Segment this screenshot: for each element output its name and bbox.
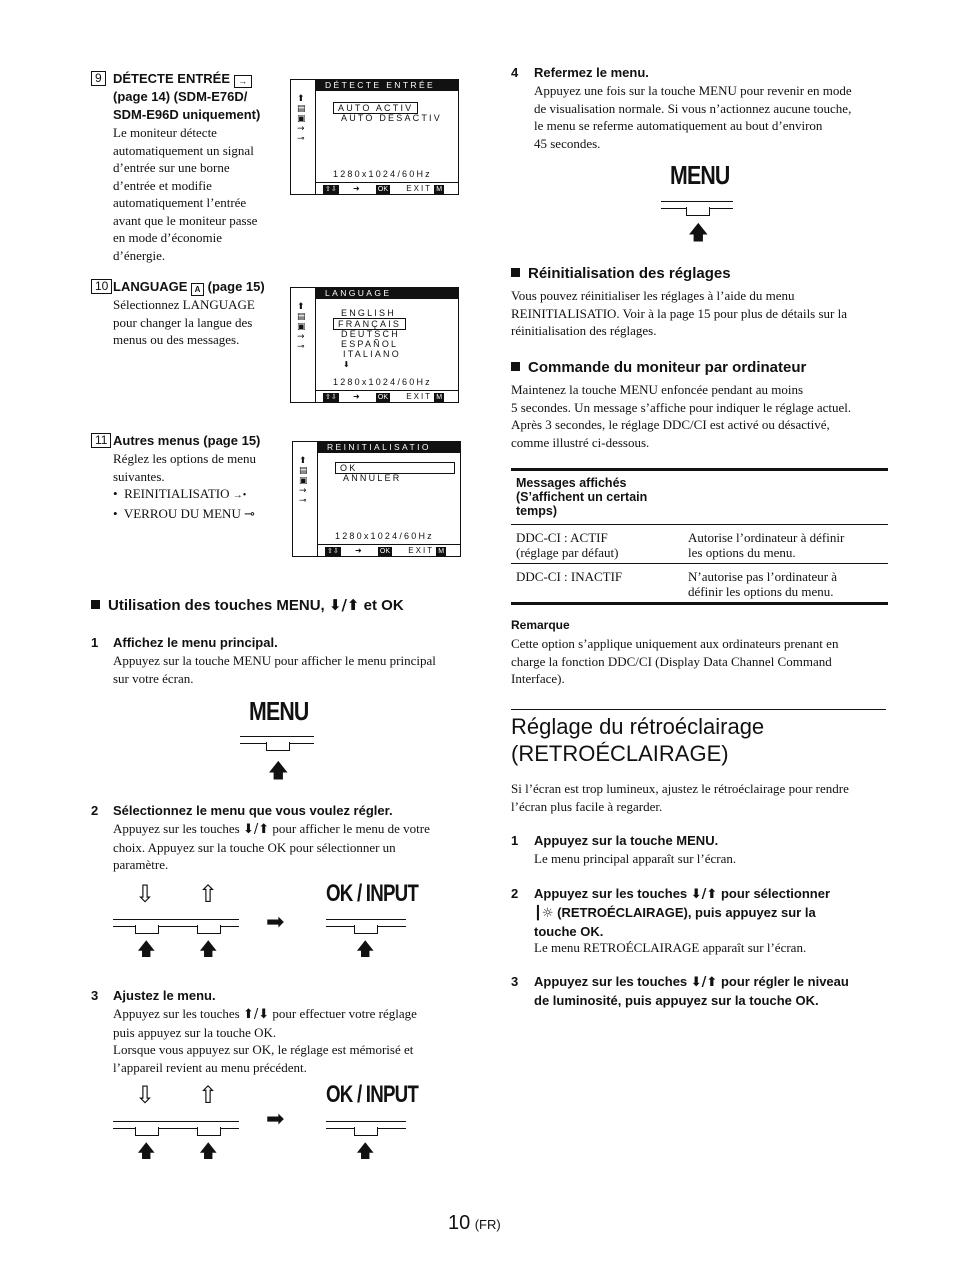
updown-key-icon: ⇧⇩ bbox=[327, 548, 339, 555]
menu-key-icon: M bbox=[436, 186, 443, 193]
language-icon: A bbox=[191, 283, 204, 296]
press-arrow-icon: 🡅 bbox=[688, 220, 709, 244]
press-arrow-icon: 🡅 bbox=[199, 1141, 218, 1162]
osd-sidebar bbox=[291, 80, 316, 194]
more-down-icon: ⬇ bbox=[343, 360, 350, 369]
down-outline-arrow-icon: ⇩ bbox=[135, 880, 156, 908]
step-title: Refermez le menu. bbox=[534, 65, 649, 80]
section-heading-reset: Réinitialisation des réglages bbox=[511, 265, 731, 282]
step-number: 2 bbox=[511, 886, 519, 901]
down-up-arrows-icon: ⬇/⬆ bbox=[690, 887, 718, 902]
osd-screen-language bbox=[290, 287, 459, 403]
osd-sidebar bbox=[291, 288, 316, 402]
ok-key-icon: OK bbox=[379, 548, 391, 555]
bullet-square-icon bbox=[91, 600, 100, 609]
table-header: Messages affichés (S’affichent un certain temps) bbox=[511, 471, 888, 525]
reset-icon: →• bbox=[232, 490, 247, 501]
table-row: DDC-CI : ACTIF (réglage par défaut) Autorise l’ordinateur à définir les options du menu. bbox=[511, 525, 888, 564]
right-arrow-icon: ➜ bbox=[354, 546, 362, 555]
menu-list-icon: ▤ bbox=[299, 466, 308, 476]
item-page-ref: (page 15) bbox=[207, 279, 265, 294]
menu-button bbox=[686, 207, 710, 216]
next-arrow-icon: ➡ bbox=[266, 910, 285, 935]
osd-option: OK bbox=[335, 462, 455, 474]
section-divider bbox=[511, 709, 886, 710]
osd-title-bar: DÉTECTE ENTRÉE bbox=[315, 80, 458, 91]
step-title: Sélectionnez le menu que vous voulez régler. bbox=[113, 803, 393, 818]
arrow-up-icon: ⬆ bbox=[299, 456, 307, 466]
up-outline-arrow-icon: ⇧ bbox=[198, 1081, 219, 1109]
osd-title-bar: REINITIALISATIO bbox=[317, 442, 460, 453]
step-body: Appuyez sur les touches ⬆/⬇ pour effectuer votre réglage puis appuyez sur la touche OK. Lorsque vous appuyez sur OK, le réglage est mémorisé et l’appareil revient au menu précédent. bbox=[113, 1006, 417, 1075]
backlight-intro: Si l’écran est trop lumineux, ajustez le rétroéclairage pour rendre l’écran plus facile à regarder. bbox=[511, 781, 849, 814]
osd-option: ENGLISH bbox=[341, 308, 396, 318]
menu-button-label: MENU bbox=[249, 696, 309, 726]
press-arrow-icon: 🡅 bbox=[199, 939, 218, 960]
key-icon: ⊸ bbox=[299, 496, 307, 506]
item-subtitle: (page 14) (SDM-E76D/ bbox=[113, 89, 248, 104]
bullet-square-icon bbox=[511, 362, 520, 371]
osd-exit: EXIT bbox=[406, 392, 433, 401]
language-icon: ▣ bbox=[297, 322, 306, 332]
step-number: 2 bbox=[91, 803, 99, 818]
item-title: Autres menus (page 15) bbox=[113, 433, 261, 448]
menu-button-label: MENU bbox=[670, 160, 730, 190]
menu-button bbox=[266, 742, 290, 751]
menu-list-icon: ▤ bbox=[297, 312, 306, 322]
section-heading-usage: Utilisation des touches MENU, ⬇/⬆ et OK bbox=[91, 596, 404, 614]
ok-key-icon: OK bbox=[377, 394, 389, 401]
note-body: Cette option s’applique uniquement aux ordinateurs prenant en charge la fonction DDC/CI (Display Data Channel Command Interface). bbox=[511, 636, 839, 686]
step-number: 4 bbox=[511, 65, 519, 80]
item-number: 9 bbox=[91, 71, 106, 86]
bullet-item: VERROU DU MENU bbox=[123, 505, 241, 521]
ok-key-icon: OK bbox=[377, 186, 389, 193]
right-arrow-icon: ➜ bbox=[352, 184, 360, 193]
reset-icon: → bbox=[297, 124, 305, 134]
press-arrow-icon: 🡅 bbox=[137, 939, 156, 960]
osd-option: DEUTSCH bbox=[341, 329, 400, 339]
osd-exit: EXIT bbox=[406, 184, 433, 193]
menu-key-icon: M bbox=[436, 394, 443, 401]
up-down-arrows-icon: ⬆/⬇ bbox=[242, 1007, 270, 1022]
osd-footer bbox=[315, 390, 458, 402]
table-row: DDC-CI : INACTIF N’autorise pas l’ordinateur à définir les options du menu. bbox=[516, 569, 838, 599]
section-heading-ddc: Commande du moniteur par ordinateur bbox=[511, 359, 806, 376]
down-button bbox=[135, 1127, 159, 1136]
ok-input-button-label: OK / INPUT bbox=[326, 880, 419, 907]
step-number: 3 bbox=[511, 974, 519, 989]
step-body: Le menu RETROÉCLAIRAGE apparaît sur l’écran. bbox=[534, 940, 807, 955]
osd-option: AUTO ACTIV bbox=[333, 102, 418, 114]
updown-key-icon: ⇧⇩ bbox=[325, 186, 337, 193]
message-table bbox=[511, 468, 888, 605]
osd-footer bbox=[315, 182, 458, 194]
osd-option: ITALIANO bbox=[343, 349, 401, 359]
osd-option: ANNULER bbox=[343, 473, 402, 483]
step-title: Affichez le menu principal. bbox=[113, 635, 278, 650]
osd-screen-detecte-entree bbox=[290, 79, 459, 195]
right-arrow-icon: ➜ bbox=[352, 392, 360, 401]
language-icon: ▣ bbox=[299, 476, 308, 486]
ok-button bbox=[354, 1127, 378, 1136]
down-up-arrows-icon: ⬇/⬆ bbox=[242, 822, 270, 837]
down-up-arrows-icon: ⬇/⬆ bbox=[328, 596, 360, 614]
osd-screen-reinitialisatio bbox=[292, 441, 461, 557]
item-title: DÉTECTE ENTRÉE bbox=[113, 71, 231, 86]
down-up-arrows-icon: ⬇/⬆ bbox=[690, 975, 718, 990]
reset-icon: → bbox=[299, 486, 307, 496]
bullet-item: REINITIALISATIO bbox=[124, 486, 230, 501]
reset-icon: → bbox=[297, 332, 305, 342]
menu-key-icon: M bbox=[438, 548, 445, 555]
key-icon: ⊸ bbox=[297, 342, 305, 352]
step-title: Ajustez le menu. bbox=[113, 988, 216, 1003]
step-body: Appuyez sur les touches ⬇/⬆ pour afficher le menu de votre choix. Appuyez sur la touche OK pour sélectionner un paramètre. bbox=[113, 821, 430, 872]
osd-option: ESPAÑOL bbox=[341, 339, 399, 349]
step-number: 3 bbox=[91, 988, 99, 1003]
osd-exit: EXIT bbox=[408, 546, 435, 555]
menu-list-icon: ▤ bbox=[297, 104, 306, 114]
bullet-square-icon bbox=[511, 268, 520, 277]
up-button bbox=[197, 925, 221, 934]
osd-resolution: 1280x1024/60Hz bbox=[333, 377, 432, 387]
osd-sidebar bbox=[293, 442, 318, 556]
item-number: 11 bbox=[91, 433, 111, 448]
reset-body: Vous pouvez réinitialiser les réglages à l’aide du menu REINITIALISATIO. Voir à la page 15 pour plus de détails sur la réinitialisation des réglages. bbox=[511, 288, 848, 338]
item-subtitle: SDM-E96D uniquement) bbox=[113, 107, 261, 122]
osd-title-bar: LANGUAGE bbox=[315, 288, 458, 299]
osd-footer bbox=[317, 544, 460, 556]
backlight-icon: ┃☼ bbox=[534, 906, 554, 921]
ddc-body: Maintenez la touche MENU enfoncée pendant au moins 5 secondes. Un message s’affiche pour indiquer le réglage actuel. Après 3 secondes, le réglage DDC/CI est activé ou désactivé, comme illustré ci-dessous. bbox=[511, 382, 852, 450]
key-icon: ⊸ bbox=[244, 506, 255, 522]
page-number: 10 (FR) bbox=[448, 1212, 501, 1234]
up-outline-arrow-icon: ⇧ bbox=[198, 880, 219, 908]
press-arrow-icon: 🡅 bbox=[268, 758, 289, 782]
input-icon: → bbox=[234, 75, 252, 88]
arrow-up-icon: ⬆ bbox=[297, 302, 305, 312]
updown-key-icon: ⇧⇩ bbox=[325, 394, 337, 401]
step-title: Appuyez sur la touche MENU. bbox=[534, 833, 719, 848]
ok-button bbox=[354, 925, 378, 934]
step-title: Appuyez sur les touches ⬇/⬆ pour régler le niveau de luminosité, puis appuyez sur la touche OK. bbox=[534, 974, 849, 1008]
item-body: Le moniteur détecte automatiquement un signal d’entrée sur une borne d’entrée et modifie automatiquement l’entrée avant que le moniteur passe en mode d’économie d’énergie. bbox=[113, 125, 258, 263]
press-arrow-icon: 🡅 bbox=[356, 1141, 375, 1162]
osd-resolution: 1280x1024/60Hz bbox=[333, 169, 432, 179]
step-body: Le menu principal apparaît sur l’écran. bbox=[534, 851, 737, 866]
note-label: Remarque bbox=[511, 618, 570, 632]
item-number: 10 bbox=[91, 279, 112, 294]
step-body: Appuyez une fois sur la touche MENU pour revenir en mode de visualisation normale. Si vous n’actionnez aucune touche, le menu se referme automatiquement au bout d’environ 45 secondes. bbox=[534, 83, 852, 151]
press-arrow-icon: 🡅 bbox=[137, 1141, 156, 1162]
page-title: Réglage du rétroéclairage (RETROÉCLAIRAGE) bbox=[511, 714, 765, 766]
up-button bbox=[197, 1127, 221, 1136]
osd-option: FRANÇAIS bbox=[333, 318, 406, 330]
osd-resolution: 1280x1024/60Hz bbox=[335, 531, 434, 541]
item-body: Réglez les options de menu suivantes. • REINITIALISATIO →• • VERROU DU MENU ⊸ bbox=[113, 451, 256, 522]
press-arrow-icon: 🡅 bbox=[356, 939, 375, 960]
item-title: LANGUAGE bbox=[113, 279, 188, 294]
step-title: Appuyez sur les touches ⬇/⬆ pour sélectionner ┃☼ (RETROÉCLAIRAGE), puis appuyez sur la touche OK. bbox=[534, 886, 831, 939]
osd-option: AUTO DÉSACTIV bbox=[341, 113, 442, 123]
step-number: 1 bbox=[91, 635, 99, 650]
item-body: Sélectionnez LANGUAGE pour changer la langue des menus ou des messages. bbox=[113, 297, 255, 347]
step-number: 1 bbox=[511, 833, 519, 848]
step-body: Appuyez sur la touche MENU pour afficher le menu principal sur votre écran. bbox=[113, 653, 436, 686]
down-outline-arrow-icon: ⇩ bbox=[135, 1081, 156, 1109]
key-icon: ⊸ bbox=[297, 134, 305, 144]
down-button bbox=[135, 925, 159, 934]
ok-input-button-label: OK / INPUT bbox=[326, 1081, 419, 1108]
next-arrow-icon: ➡ bbox=[266, 1107, 285, 1132]
arrow-up-icon: ⬆ bbox=[297, 94, 305, 104]
language-icon: ▣ bbox=[297, 114, 306, 124]
